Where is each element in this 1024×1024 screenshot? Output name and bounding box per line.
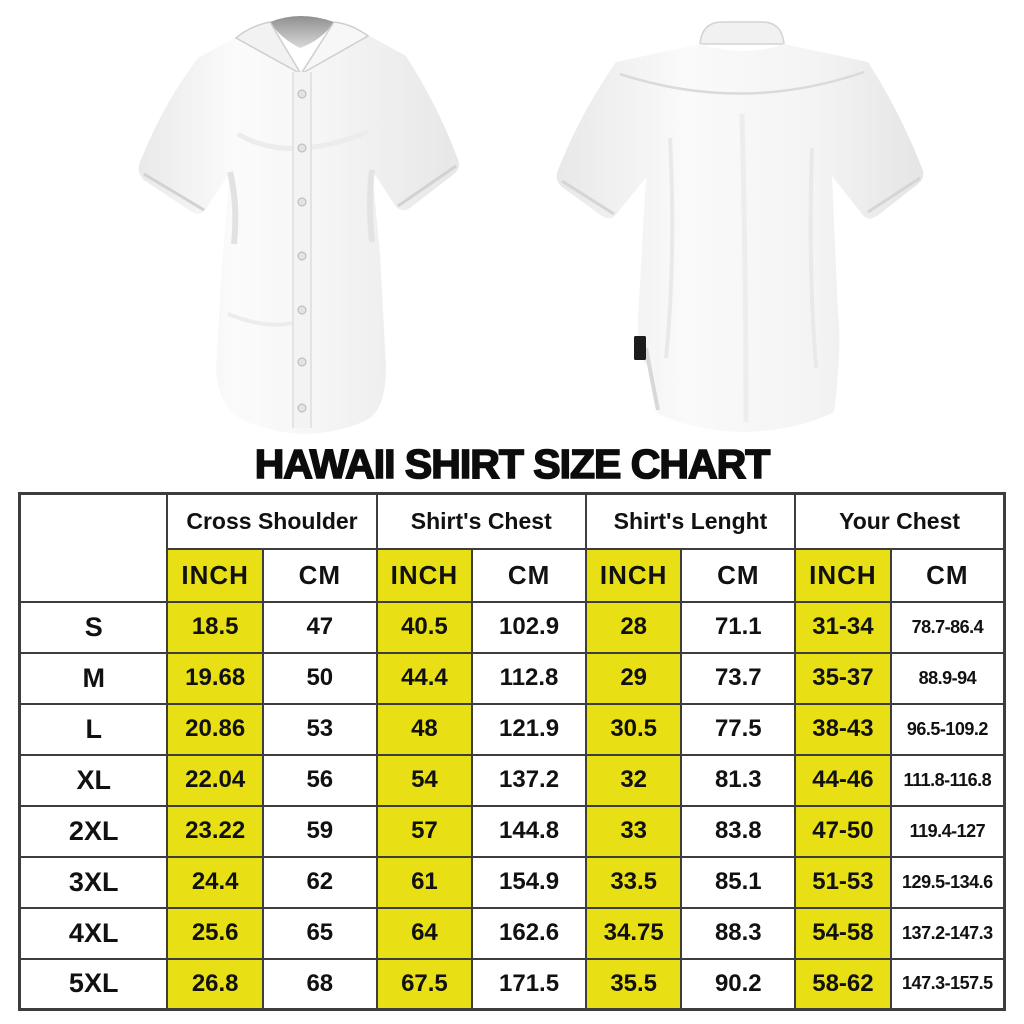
cm-value-cell: 88.9-94 <box>891 653 1005 704</box>
table-row <box>20 755 1005 806</box>
shirt-back-image <box>550 18 932 442</box>
inch-value-cell: 33 <box>586 806 682 857</box>
inch-value-cell: 30.5 <box>586 704 682 755</box>
cm-value-cell: 50 <box>263 653 377 704</box>
unit-header-inch: INCH <box>167 549 263 602</box>
cm-value-cell: 83.8 <box>681 806 795 857</box>
shirt-front-image <box>118 14 466 442</box>
cm-value-cell: 154.9 <box>472 857 586 908</box>
cm-value-cell: 111.8-116.8 <box>891 755 1005 806</box>
table-row <box>20 602 1005 653</box>
inch-value-cell: 47-50 <box>795 806 891 857</box>
table-row <box>20 959 1005 1010</box>
unit-header-cm: CM <box>891 549 1005 602</box>
table-row <box>20 704 1005 755</box>
cm-value-cell: 137.2 <box>472 755 586 806</box>
inch-value-cell: 58-62 <box>795 959 891 1010</box>
size-label: S <box>20 602 168 653</box>
cm-value-cell: 77.5 <box>681 704 795 755</box>
cm-value-cell: 59 <box>263 806 377 857</box>
cm-value-cell: 137.2-147.3 <box>891 908 1005 959</box>
size-label: 3XL <box>20 857 168 908</box>
unit-header-row <box>20 549 1005 602</box>
group-header-shirts-chest: Shirt's Chest <box>377 494 586 549</box>
inch-value-cell: 31-34 <box>795 602 891 653</box>
inch-value-cell: 20.86 <box>167 704 263 755</box>
inch-value-cell: 33.5 <box>586 857 682 908</box>
inch-value-cell: 48 <box>377 704 473 755</box>
size-chart-table <box>18 492 1006 1011</box>
inch-value-cell: 44.4 <box>377 653 473 704</box>
size-label: M <box>20 653 168 704</box>
unit-header-inch: INCH <box>586 549 682 602</box>
inch-value-cell: 64 <box>377 908 473 959</box>
unit-header-cm: CM <box>472 549 586 602</box>
unit-header-cm: CM <box>681 549 795 602</box>
inch-value-cell: 29 <box>586 653 682 704</box>
group-header-cross-shoulder: Cross Shoulder <box>167 494 376 549</box>
shirt-tag <box>634 336 646 360</box>
size-label: 4XL <box>20 908 168 959</box>
inch-value-cell: 23.22 <box>167 806 263 857</box>
cm-value-cell: 65 <box>263 908 377 959</box>
cm-value-cell: 121.9 <box>472 704 586 755</box>
cm-value-cell: 90.2 <box>681 959 795 1010</box>
cm-value-cell: 119.4-127 <box>891 806 1005 857</box>
size-label: XL <box>20 755 168 806</box>
inch-value-cell: 38-43 <box>795 704 891 755</box>
cm-value-cell: 62 <box>263 857 377 908</box>
cm-value-cell: 81.3 <box>681 755 795 806</box>
group-header-shirts-length: Shirt's Lenght <box>586 494 795 549</box>
cm-value-cell: 71.1 <box>681 602 795 653</box>
inch-value-cell: 22.04 <box>167 755 263 806</box>
cm-value-cell: 112.8 <box>472 653 586 704</box>
size-label: L <box>20 704 168 755</box>
size-column-header <box>20 494 168 602</box>
inch-value-cell: 57 <box>377 806 473 857</box>
inch-value-cell: 35.5 <box>586 959 682 1010</box>
inch-value-cell: 18.5 <box>167 602 263 653</box>
size-label: 2XL <box>20 806 168 857</box>
unit-header-inch: INCH <box>377 549 473 602</box>
cm-value-cell: 73.7 <box>681 653 795 704</box>
size-table-body <box>20 602 1005 1010</box>
cm-value-cell: 171.5 <box>472 959 586 1010</box>
cm-value-cell: 88.3 <box>681 908 795 959</box>
group-header-row <box>20 494 1005 549</box>
inch-value-cell: 67.5 <box>377 959 473 1010</box>
inch-value-cell: 61 <box>377 857 473 908</box>
cm-value-cell: 147.3-157.5 <box>891 959 1005 1010</box>
table-row <box>20 857 1005 908</box>
inch-value-cell: 32 <box>586 755 682 806</box>
size-label: 5XL <box>20 959 168 1010</box>
cm-value-cell: 129.5-134.6 <box>891 857 1005 908</box>
inch-value-cell: 24.4 <box>167 857 263 908</box>
cm-value-cell: 56 <box>263 755 377 806</box>
cm-value-cell: 144.8 <box>472 806 586 857</box>
inch-value-cell: 25.6 <box>167 908 263 959</box>
inch-value-cell: 54 <box>377 755 473 806</box>
cm-value-cell: 47 <box>263 602 377 653</box>
inch-value-cell: 54-58 <box>795 908 891 959</box>
inch-value-cell: 19.68 <box>167 653 263 704</box>
inch-value-cell: 34.75 <box>586 908 682 959</box>
unit-header-inch: INCH <box>795 549 891 602</box>
group-header-your-chest: Your Chest <box>795 494 1004 549</box>
cm-value-cell: 85.1 <box>681 857 795 908</box>
table-row <box>20 806 1005 857</box>
table-row <box>20 653 1005 704</box>
inch-value-cell: 40.5 <box>377 602 473 653</box>
cm-value-cell: 78.7-86.4 <box>891 602 1005 653</box>
inch-value-cell: 51-53 <box>795 857 891 908</box>
cm-value-cell: 96.5-109.2 <box>891 704 1005 755</box>
unit-header-cm: CM <box>263 549 377 602</box>
inch-value-cell: 28 <box>586 602 682 653</box>
table-row <box>20 908 1005 959</box>
inch-value-cell: 35-37 <box>795 653 891 704</box>
cm-value-cell: 162.6 <box>472 908 586 959</box>
cm-value-cell: 68 <box>263 959 377 1010</box>
inch-value-cell: 26.8 <box>167 959 263 1010</box>
inch-value-cell: 44-46 <box>795 755 891 806</box>
page-title: HAWAII SHIRT SIZE CHART <box>254 441 770 487</box>
cm-value-cell: 53 <box>263 704 377 755</box>
cm-value-cell: 102.9 <box>472 602 586 653</box>
